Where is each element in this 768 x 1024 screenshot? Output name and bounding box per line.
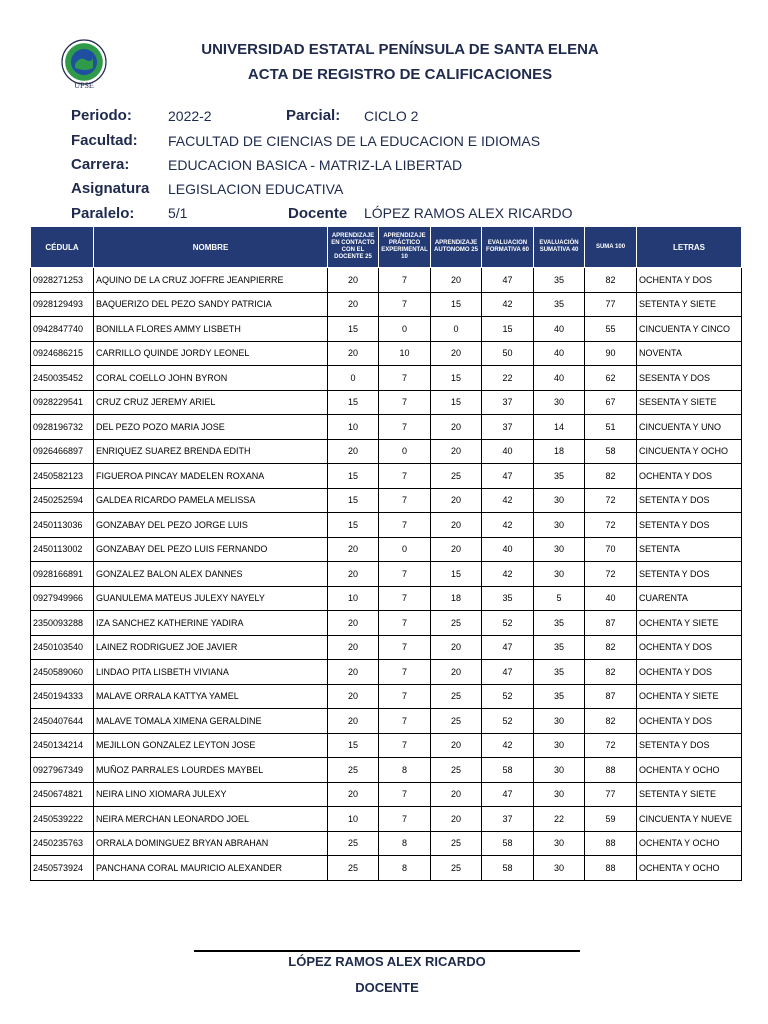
letras-cell: SESENTA Y DOS [637,366,742,391]
formativa-cell: 52 [482,684,534,709]
document-title: ACTA DE REGISTRO DE CALIFICACIONES [247,66,553,83]
letras-cell: SETENTA Y SIETE [637,782,742,807]
parcial-value: CICLO 2 [364,108,419,124]
sumativa-cell: 22 [534,807,585,832]
suma-cell: 72 [585,513,637,538]
nombre-cell: BONILLA FLORES AMMY LISBETH [94,317,328,342]
contacto-docente-cell: 20 [328,268,379,293]
sumativa-cell: 35 [534,684,585,709]
suma-cell: 72 [585,488,637,513]
periodo-label: Periodo: [71,107,132,124]
formativa-cell: 37 [482,390,534,415]
practico-cell: 8 [379,758,431,783]
letras-cell: NOVENTA [637,341,742,366]
sumativa-cell: 35 [534,292,585,317]
signature-name: LÓPEZ RAMOS ALEX RICARDO [288,954,486,969]
letras-cell: SETENTA Y DOS [637,488,742,513]
practico-cell: 8 [379,831,431,856]
practico-cell: 7 [379,464,431,489]
autonomo-cell: 25 [431,856,482,881]
formativa-cell: 42 [482,488,534,513]
cedula-cell: 2450539222 [31,807,94,832]
cedula-cell: 0926466897 [31,439,94,464]
column-header: APRENDIZAJE PRÁCTICO EXPERIMENTAL 10 [379,227,431,268]
contacto-docente-cell: 10 [328,807,379,832]
letras-cell: OCHENTA Y DOS [637,464,742,489]
sumativa-cell: 35 [534,464,585,489]
nombre-cell: AQUINO DE LA CRUZ JOFFRE JEANPIERRE [94,268,328,293]
letras-cell: CINCUENTA Y CINCO [637,317,742,342]
paralelo-value: 5/1 [168,205,188,221]
nombre-cell: CORAL COELLO JOHN BYRON [94,366,328,391]
suma-cell: 51 [585,415,637,440]
contacto-docente-cell: 25 [328,856,379,881]
suma-cell: 59 [585,807,637,832]
practico-cell: 7 [379,292,431,317]
cedula-cell: 0927967349 [31,758,94,783]
contacto-docente-cell: 20 [328,562,379,587]
letras-cell: SETENTA Y DOS [637,562,742,587]
suma-cell: 70 [585,537,637,562]
sumativa-cell: 18 [534,439,585,464]
sumativa-cell: 30 [534,390,585,415]
table-row [31,782,742,807]
nombre-cell: PANCHANA CORAL MAURICIO ALEXANDER [94,856,328,881]
table-row [31,586,742,611]
nombre-cell: MUÑOZ PARRALES LOURDES MAYBEL [94,758,328,783]
table-row [31,366,742,391]
autonomo-cell: 20 [431,807,482,832]
autonomo-cell: 20 [431,513,482,538]
letras-cell: OCHENTA Y DOS [637,268,742,293]
signature-line [194,950,580,952]
paralelo-label: Paralelo: [71,205,135,222]
formativa-cell: 47 [482,782,534,807]
cedula-cell: 0942847740 [31,317,94,342]
practico-cell: 7 [379,268,431,293]
letras-cell: OCHENTA Y OCHO [637,758,742,783]
autonomo-cell: 20 [431,439,482,464]
contacto-docente-cell: 15 [328,733,379,758]
contacto-docente-cell: 15 [328,390,379,415]
sumativa-cell: 30 [534,856,585,881]
sumativa-cell: 40 [534,317,585,342]
asignatura-label: Asignatura [71,180,150,197]
contacto-docente-cell: 20 [328,709,379,734]
table-row [31,684,742,709]
nombre-cell: DEL PEZO POZO MARIA JOSE [94,415,328,440]
university-name: UNIVERSIDAD ESTATAL PENÍNSULA DE SANTA ELENA [201,41,599,58]
column-header: LETRAS [637,227,742,268]
sumativa-cell: 14 [534,415,585,440]
autonomo-cell: 20 [431,537,482,562]
cedula-cell: 0928166891 [31,562,94,587]
table-header-row [31,227,742,268]
cedula-cell: 2450252594 [31,488,94,513]
table-row [31,758,742,783]
carrera-value: EDUCACION BASICA - MATRIZ-LA LIBERTAD [168,157,463,173]
nombre-cell: BAQUERIZO DEL PEZO SANDY PATRICIA [94,292,328,317]
practico-cell: 7 [379,513,431,538]
sumativa-cell: 30 [534,758,585,783]
autonomo-cell: 25 [431,758,482,783]
contacto-docente-cell: 20 [328,439,379,464]
autonomo-cell: 20 [431,341,482,366]
nombre-cell: LINDAO PITA LISBETH VIVIANA [94,660,328,685]
contacto-docente-cell: 10 [328,415,379,440]
suma-cell: 77 [585,292,637,317]
suma-cell: 88 [585,856,637,881]
suma-cell: 40 [585,586,637,611]
suma-cell: 82 [585,635,637,660]
formativa-cell: 15 [482,317,534,342]
letras-cell: SETENTA Y DOS [637,513,742,538]
practico-cell: 7 [379,709,431,734]
grades-table-body [31,268,742,881]
formativa-cell: 42 [482,513,534,538]
column-header: SUMA 100 [585,227,637,268]
signature-role: DOCENTE [355,980,419,995]
practico-cell: 7 [379,390,431,415]
cedula-cell: 0927949966 [31,586,94,611]
column-header: NOMBRE [94,227,328,268]
autonomo-cell: 20 [431,415,482,440]
letras-cell: SETENTA Y SIETE [637,292,742,317]
contacto-docente-cell: 20 [328,537,379,562]
contacto-docente-cell: 15 [328,513,379,538]
practico-cell: 7 [379,488,431,513]
nombre-cell: GUANULEMA MATEUS JULEXY NAYELY [94,586,328,611]
practico-cell: 7 [379,684,431,709]
letras-cell: OCHENTA Y DOS [637,660,742,685]
asignatura-value: LEGISLACION EDUCATIVA [168,181,344,197]
suma-cell: 72 [585,733,637,758]
autonomo-cell: 15 [431,390,482,415]
practico-cell: 7 [379,733,431,758]
table-row [31,464,742,489]
contacto-docente-cell: 20 [328,611,379,636]
suma-cell: 87 [585,684,637,709]
formativa-cell: 22 [482,366,534,391]
column-header: APRENDIZAJE AUTONOMO 25 [431,227,482,268]
cedula-cell: 2450407644 [31,709,94,734]
nombre-cell: ENRIQUEZ SUAREZ BRENDA EDITH [94,439,328,464]
practico-cell: 7 [379,635,431,660]
practico-cell: 0 [379,317,431,342]
table-row [31,660,742,685]
contacto-docente-cell: 20 [328,684,379,709]
nombre-cell: NEIRA MERCHAN LEONARDO JOEL [94,807,328,832]
contacto-docente-cell: 20 [328,782,379,807]
table-row [31,856,742,881]
sumativa-cell: 35 [534,611,585,636]
autonomo-cell: 18 [431,586,482,611]
cedula-cell: 2450589060 [31,660,94,685]
formativa-cell: 35 [482,586,534,611]
autonomo-cell: 15 [431,562,482,587]
nombre-cell: MALAVE TOMALA XIMENA GERALDINE [94,709,328,734]
table-row [31,439,742,464]
table-row [31,562,742,587]
autonomo-cell: 20 [431,782,482,807]
practico-cell: 7 [379,366,431,391]
cedula-cell: 2450113002 [31,537,94,562]
contacto-docente-cell: 15 [328,464,379,489]
practico-cell: 7 [379,782,431,807]
table-row [31,807,742,832]
suma-cell: 82 [585,268,637,293]
nombre-cell: MEJILLON GONZALEZ LEYTON JOSE [94,733,328,758]
formativa-cell: 37 [482,807,534,832]
sumativa-cell: 30 [534,513,585,538]
cedula-cell: 0928271253 [31,268,94,293]
contacto-docente-cell: 25 [328,831,379,856]
practico-cell: 7 [379,611,431,636]
sumativa-cell: 40 [534,341,585,366]
letras-cell: OCHENTA Y SIETE [637,684,742,709]
formativa-cell: 40 [482,537,534,562]
parcial-label: Parcial: [286,107,341,124]
table-row [31,317,742,342]
suma-cell: 55 [585,317,637,342]
cedula-cell: 2450674821 [31,782,94,807]
contacto-docente-cell: 25 [328,758,379,783]
autonomo-cell: 25 [431,464,482,489]
contacto-docente-cell: 20 [328,341,379,366]
cedula-cell: 2450035452 [31,366,94,391]
nombre-cell: CRUZ CRUZ JEREMY ARIEL [94,390,328,415]
formativa-cell: 40 [482,439,534,464]
suma-cell: 72 [585,562,637,587]
formativa-cell: 37 [482,415,534,440]
contacto-docente-cell: 15 [328,488,379,513]
nombre-cell: GONZALEZ BALON ALEX DANNES [94,562,328,587]
nombre-cell: IZA SANCHEZ KATHERINE YADIRA [94,611,328,636]
letras-cell: OCHENTA Y OCHO [637,856,742,881]
logo-caption: UPSE [74,81,94,90]
autonomo-cell: 20 [431,635,482,660]
suma-cell: 62 [585,366,637,391]
column-header: APRENDIZAJE EN CONTACTO CON EL DOCENTE 25 [328,227,379,268]
table-row [31,292,742,317]
letras-cell: OCHENTA Y DOS [637,635,742,660]
formativa-cell: 42 [482,562,534,587]
autonomo-cell: 25 [431,709,482,734]
cedula-cell: 2450113036 [31,513,94,538]
sumativa-cell: 35 [534,660,585,685]
table-row [31,513,742,538]
column-header: EVALUACION FORMATIVA 60 [482,227,534,268]
table-row [31,488,742,513]
sumativa-cell: 30 [534,733,585,758]
practico-cell: 7 [379,586,431,611]
contacto-docente-cell: 10 [328,586,379,611]
formativa-cell: 47 [482,268,534,293]
letras-cell: SETENTA Y DOS [637,733,742,758]
sumativa-cell: 30 [534,831,585,856]
formativa-cell: 47 [482,660,534,685]
sumativa-cell: 40 [534,366,585,391]
suma-cell: 87 [585,611,637,636]
table-row [31,831,742,856]
autonomo-cell: 25 [431,831,482,856]
periodo-value: 2022-2 [168,108,212,124]
table-row [31,537,742,562]
autonomo-cell: 25 [431,611,482,636]
suma-cell: 82 [585,660,637,685]
cedula-cell: 0928129493 [31,292,94,317]
cedula-cell: 2450103540 [31,635,94,660]
suma-cell: 82 [585,464,637,489]
suma-cell: 90 [585,341,637,366]
practico-cell: 7 [379,660,431,685]
suma-cell: 82 [585,709,637,734]
nombre-cell: CARRILLO QUINDE JORDY LEONEL [94,341,328,366]
nombre-cell: GONZABAY DEL PEZO LUIS FERNANDO [94,537,328,562]
contacto-docente-cell: 20 [328,660,379,685]
contacto-docente-cell: 15 [328,317,379,342]
nombre-cell: GALDEA RICARDO PAMELA MELISSA [94,488,328,513]
formativa-cell: 52 [482,611,534,636]
autonomo-cell: 15 [431,366,482,391]
sumativa-cell: 5 [534,586,585,611]
cedula-cell: 2450235763 [31,831,94,856]
nombre-cell: ORRALA DOMINGUEZ BRYAN ABRAHAN [94,831,328,856]
table-row [31,390,742,415]
letras-cell: CINCUENTA Y OCHO [637,439,742,464]
table-row [31,733,742,758]
formativa-cell: 58 [482,831,534,856]
autonomo-cell: 15 [431,292,482,317]
cedula-cell: 2450582123 [31,464,94,489]
practico-cell: 0 [379,439,431,464]
table-row [31,635,742,660]
sumativa-cell: 30 [534,488,585,513]
table-row [31,611,742,636]
table-row [31,341,742,366]
cedula-cell: 0928229541 [31,390,94,415]
cedula-cell: 2450134214 [31,733,94,758]
contacto-docente-cell: 20 [328,635,379,660]
autonomo-cell: 0 [431,317,482,342]
formativa-cell: 52 [482,709,534,734]
practico-cell: 0 [379,537,431,562]
autonomo-cell: 20 [431,733,482,758]
formativa-cell: 58 [482,758,534,783]
practico-cell: 8 [379,856,431,881]
letras-cell: OCHENTA Y SIETE [637,611,742,636]
cedula-cell: 2450194333 [31,684,94,709]
table-row [31,709,742,734]
suma-cell: 67 [585,390,637,415]
nombre-cell: NEIRA LINO XIOMARA JULEXY [94,782,328,807]
letras-cell: SETENTA [637,537,742,562]
autonomo-cell: 20 [431,268,482,293]
letras-cell: CINCUENTA Y UNO [637,415,742,440]
formativa-cell: 42 [482,733,534,758]
suma-cell: 88 [585,831,637,856]
letras-cell: OCHENTA Y OCHO [637,831,742,856]
formativa-cell: 47 [482,635,534,660]
suma-cell: 77 [585,782,637,807]
autonomo-cell: 25 [431,684,482,709]
facultad-value: FACULTAD DE CIENCIAS DE LA EDUCACION E IDIOMAS [168,133,541,149]
formativa-cell: 42 [482,292,534,317]
docente-value: LÓPEZ RAMOS ALEX RICARDO [364,205,573,221]
letras-cell: OCHENTA Y DOS [637,709,742,734]
cedula-cell: 2350093288 [31,611,94,636]
sumativa-cell: 30 [534,782,585,807]
sumativa-cell: 35 [534,635,585,660]
nombre-cell: LAINEZ RODRIGUEZ JOE JAVIER [94,635,328,660]
table-row [31,415,742,440]
letras-cell: CINCUENTA Y NUEVE [637,807,742,832]
grades-table [30,226,742,881]
practico-cell: 10 [379,341,431,366]
nombre-cell: MALAVE ORRALA KATTYA YAMEL [94,684,328,709]
formativa-cell: 47 [482,464,534,489]
nombre-cell: FIGUEROA PINCAY MADELEN ROXANA [94,464,328,489]
sumativa-cell: 30 [534,562,585,587]
autonomo-cell: 20 [431,660,482,685]
autonomo-cell: 20 [431,488,482,513]
suma-cell: 88 [585,758,637,783]
contacto-docente-cell: 20 [328,292,379,317]
formativa-cell: 50 [482,341,534,366]
practico-cell: 7 [379,807,431,832]
cedula-cell: 0924686215 [31,341,94,366]
suma-cell: 58 [585,439,637,464]
docente-label: Docente [288,205,348,222]
cedula-cell: 0928196732 [31,415,94,440]
practico-cell: 7 [379,415,431,440]
facultad-label: Facultad: [71,132,138,149]
contacto-docente-cell: 0 [328,366,379,391]
table-row [31,268,742,293]
practico-cell: 7 [379,562,431,587]
nombre-cell: GONZABAY DEL PEZO JORGE LUIS [94,513,328,538]
cedula-cell: 2450573924 [31,856,94,881]
formativa-cell: 58 [482,856,534,881]
letras-cell: CUARENTA [637,586,742,611]
column-header: EVALUACIÓN SUMATIVA 40 [534,227,585,268]
carrera-label: Carrera: [71,156,130,173]
sumativa-cell: 30 [534,709,585,734]
letras-cell: SESENTA Y SIETE [637,390,742,415]
column-header: CÉDULA [31,227,94,268]
sumativa-cell: 35 [534,268,585,293]
sumativa-cell: 30 [534,537,585,562]
